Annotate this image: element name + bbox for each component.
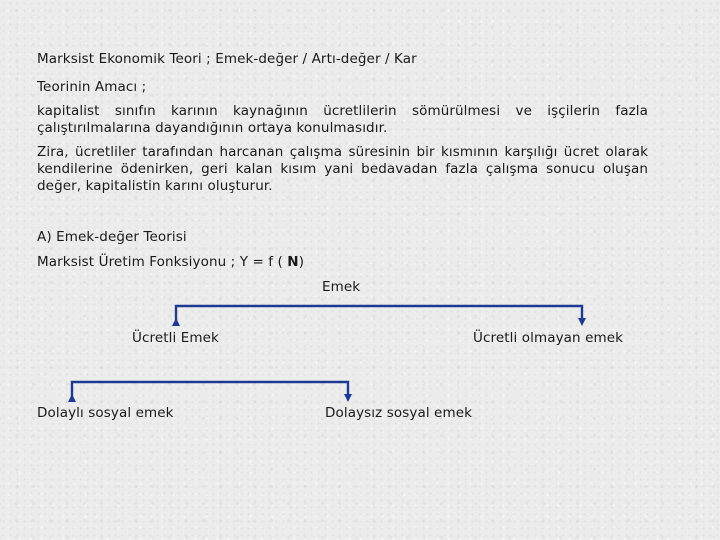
production-function-prefix: Marksist Üretim Fonksiyonu ; Y = f ( [37,254,283,270]
slide-title: Marksist Ekonomik Teori ; Emek-değer / Artı-değer / Kar [37,51,417,67]
child-connector-arrow [72,382,348,398]
tree-left-child-label: Ücretli Emek [132,330,219,346]
section-heading: A) Emek-değer Teorisi [37,229,187,245]
reason-paragraph: Zira, ücretliler tarafından harcanan çalışma süresinin bir kısmının karşılığı ücret olarak kendilerine ödenirken, geri kalan kısım yani bedavadan fazla çalışma sonucu oluşan değer, kapitalistin karını oluşturur. [37,144,648,194]
root-connector-arrow [176,306,582,322]
production-function-variable: N [287,254,299,270]
production-function-suffix: ) [298,254,305,270]
tree-right-grandchild-label: Dolaysız sosyal emek [325,405,473,421]
tree-right-child-label: Ücretli olmayan emek [473,330,624,346]
aim-paragraph: kapitalist sınıfın karının kaynağının ücretlilerin sömürülmesi ve işçilerin fazla çalıştırılmalarına dayandığının ortaya konulmasıdır. [37,103,648,136]
aim-heading: Teorinin Amacı ; [37,79,147,95]
tree-left-grandchild-label: Dolaylı sosyal emek [37,405,174,421]
tree-root-label: Emek [322,279,361,295]
